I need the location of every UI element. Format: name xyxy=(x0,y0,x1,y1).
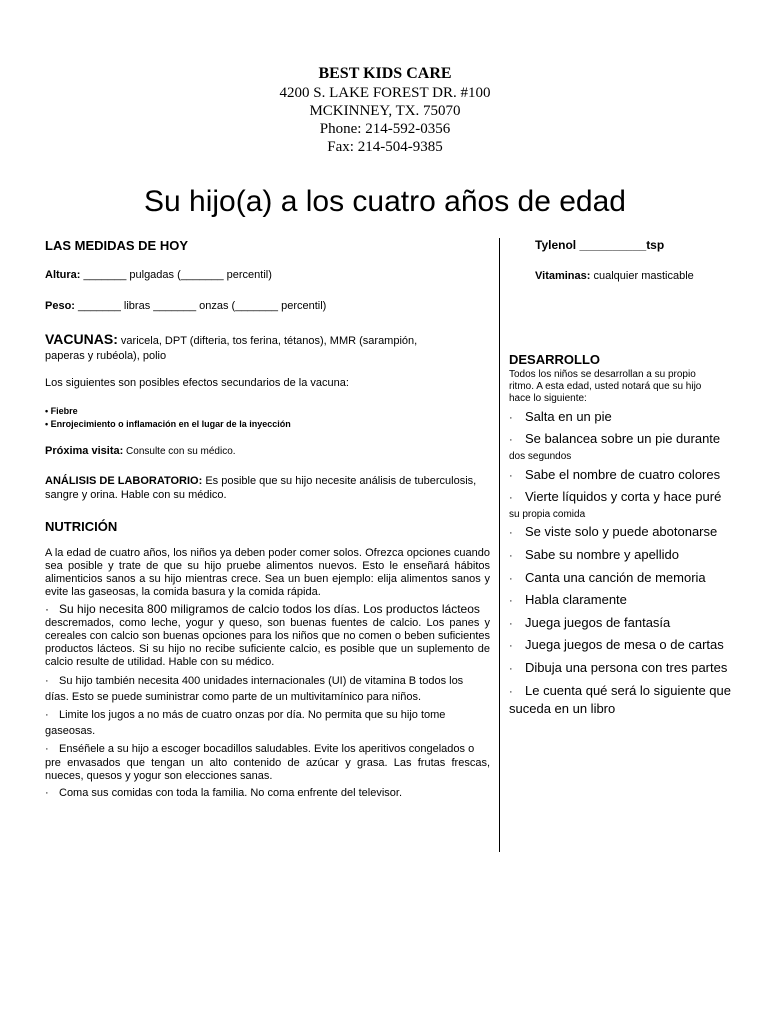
peso-line xyxy=(45,300,326,312)
analisis-label: ANÁLISIS DE LABORATORIO: xyxy=(45,475,203,487)
bullet-dot: · xyxy=(45,675,49,687)
analisis-block xyxy=(45,474,485,502)
analisis-text-2: sangre y orina. Hable con su médico. xyxy=(45,489,227,501)
desarrollo-item xyxy=(509,615,670,630)
altura-label: Altura: xyxy=(45,269,81,281)
peso-label: Peso: xyxy=(45,300,75,312)
bocadillos-bullet xyxy=(45,741,490,783)
desarrollo-item-text: Habla claramente xyxy=(525,592,627,607)
altura-text: _______ pulgadas (_______ percentil) xyxy=(80,269,272,281)
desarrollo-item-text: Le cuenta qué será lo siguiente que xyxy=(525,683,731,698)
familia-text: Coma sus comidas con toda la familia. No coma enfrente del televisor. xyxy=(59,787,402,799)
jugos-lead: Limite los jugos a no más de cuatro onzas por día. No permita que su hijo tome xyxy=(59,709,446,721)
desarrollo-item-text: Salta en un pie xyxy=(525,409,612,424)
desarrollo-item-text: Canta una canción de memoria xyxy=(525,570,706,585)
calcio-lead: Su hijo necesita 800 miligramos de calcio todos los días. Los productos lácteos xyxy=(59,602,480,616)
efectos-intro: Los siguientes son posibles efectos secundarios de la vacuna: xyxy=(45,377,349,389)
desarrollo-item-continuation: suceda en un libro xyxy=(509,701,616,716)
nutricion-heading: NUTRICIÓN xyxy=(45,519,118,534)
vacunas-label: VACUNAS: xyxy=(45,331,118,347)
bullet-dot: · xyxy=(509,527,513,539)
efecto-fiebre: • Fiebre xyxy=(45,406,78,416)
desarrollo-heading: DESARROLLO xyxy=(509,352,600,367)
desarrollo-item xyxy=(509,489,721,504)
familia-bullet xyxy=(45,787,402,799)
desarrollo-intro: Todos los niños se desarrollan a su propio ritmo. A esta edad, usted notará que su hijo hace lo siguiente: xyxy=(509,369,702,404)
desarrollo-item xyxy=(509,467,720,482)
vacunas-block xyxy=(45,332,485,364)
desarrollo-item-text: Sabe su nombre y apellido xyxy=(525,547,679,562)
calcio-rest: descremados, como leche, yogur y queso, son buenas fuentes de calcio. Los panes y cereales con calcio son buenas opciones para los niños que no comen o beben suficientes productos lácteos. Si su hijo no recibe suficiente calcio, es posible que un suplemento de calcio resulte de utilidad. Hable con su médico. xyxy=(45,617,490,668)
bullet-dot: · xyxy=(45,787,49,799)
desarrollo-item xyxy=(509,409,612,424)
analisis-text: Es posible que su hijo necesite análisis de tuberculosis, xyxy=(202,475,477,487)
vitamina-bullet xyxy=(45,673,490,705)
clinic-fax: Fax: 214-504-9385 xyxy=(327,139,443,155)
altura-line xyxy=(45,269,272,281)
desarrollo-item-text: Se balancea sobre un pie durante xyxy=(525,431,721,446)
desarrollo-item xyxy=(509,660,727,675)
medidas-heading: LAS MEDIDAS DE HOY xyxy=(45,238,189,253)
clinic-city: MCKINNEY, TX. 75070 xyxy=(309,103,461,119)
desarrollo-item-text: Dibuja una persona con tres partes xyxy=(525,660,728,675)
vitaminas-line xyxy=(535,270,694,282)
bullet-dot: · xyxy=(509,573,513,585)
bullet-dot: · xyxy=(509,618,513,630)
clinic-phone: Phone: 214-592-0356 xyxy=(319,121,451,137)
desarrollo-item xyxy=(509,431,720,446)
tylenol-line: Tylenol __________tsp xyxy=(535,238,665,252)
column-divider xyxy=(499,238,500,852)
bullet-dot: · xyxy=(509,470,513,482)
bullet-dot: · xyxy=(45,743,49,755)
desarrollo-item xyxy=(509,683,731,698)
bullet-dot: · xyxy=(45,602,49,616)
clinic-address: 4200 S. LAKE FOREST DR. #100 xyxy=(279,85,491,101)
efecto-enrojecimiento: • Enrojecimiento o inflamación en el lugar de la inyección xyxy=(45,419,291,429)
bullet-dot: · xyxy=(45,709,49,721)
bullet-dot: · xyxy=(509,686,513,698)
peso-text: _______ libras _______ onzas (_______ percentil) xyxy=(74,300,327,312)
vitaminas-label: Vitaminas: xyxy=(535,270,591,282)
desarrollo-item xyxy=(509,570,706,585)
vitaminas-text: cualquier masticable xyxy=(590,270,694,282)
nutricion-paragraph: A la edad de cuatro años, los niños ya deben poder comer solos. Ofrezca opciones cuando sea posible y trate de que su hijo pruebe alimentos nuevos. Esto le enseñará hábitos alimenticios sanos a su hijo mientras crece. Sea un buen ejemplo: elija alimentos sanos y evite las gaseosas, la comida basura y la comida rápida. xyxy=(45,547,490,598)
vitamina-rest: días. Esto se puede suministrar como parte de un multivitamínico para niños. xyxy=(45,691,422,703)
jugos-rest: gaseosas. xyxy=(45,725,96,737)
desarrollo-item-text: Juega juegos de fantasía xyxy=(525,615,671,630)
desarrollo-item-continuation: dos segundos xyxy=(509,451,572,462)
desarrollo-item-text: Juega juegos de mesa o de cartas xyxy=(525,637,724,652)
bullet-dot: · xyxy=(509,550,513,562)
desarrollo-item xyxy=(509,592,627,607)
bullet-dot: · xyxy=(509,412,513,424)
clinic-name: BEST KIDS CARE xyxy=(318,65,452,82)
vacunas-text-2: paperas y rubéola), polio xyxy=(45,350,167,362)
calcio-bullet xyxy=(45,601,490,669)
bocadillos-rest: pre envasados que tengan un alto contenido de azúcar y grasa. Las frutas frescas, nueces, quesos y yogur son elecciones sanas. xyxy=(45,757,490,782)
desarrollo-item xyxy=(509,547,679,562)
proxima-visita xyxy=(45,445,236,457)
desarrollo-item-text: Sabe el nombre de cuatro colores xyxy=(525,467,721,482)
bullet-dot: · xyxy=(509,663,513,675)
desarrollo-item-text: Se viste solo y puede abotonarse xyxy=(525,524,718,539)
desarrollo-item-text: Vierte líquidos y corta y hace puré xyxy=(525,489,722,504)
bullet-dot: · xyxy=(509,595,513,607)
page-title: Su hijo(a) a los cuatro años de edad xyxy=(144,185,626,218)
bullet-dot: · xyxy=(509,434,513,446)
proxima-label: Próxima visita: xyxy=(45,445,124,457)
bullet-dot: · xyxy=(509,492,513,504)
bullet-dot: · xyxy=(509,640,513,652)
desarrollo-item xyxy=(509,524,717,539)
jugos-bullet xyxy=(45,707,490,739)
clinic-header xyxy=(0,64,770,156)
bocadillos-lead: Enséñele a su hijo a escoger bocadillos saludables. Evite los aperitivos congelados o xyxy=(59,743,475,755)
desarrollo-item-continuation: su propia comida xyxy=(509,509,586,520)
proxima-text: Consulte con su médico. xyxy=(123,446,236,457)
vacunas-text: varicela, DPT (difteria, tos ferina, tétanos), MMR (sarampión, xyxy=(117,335,418,347)
vitamina-lead: Su hijo también necesita 400 unidades internacionales (UI) de vitamina B todos los xyxy=(59,675,464,687)
desarrollo-item xyxy=(509,637,724,652)
efectos-list xyxy=(45,405,291,431)
